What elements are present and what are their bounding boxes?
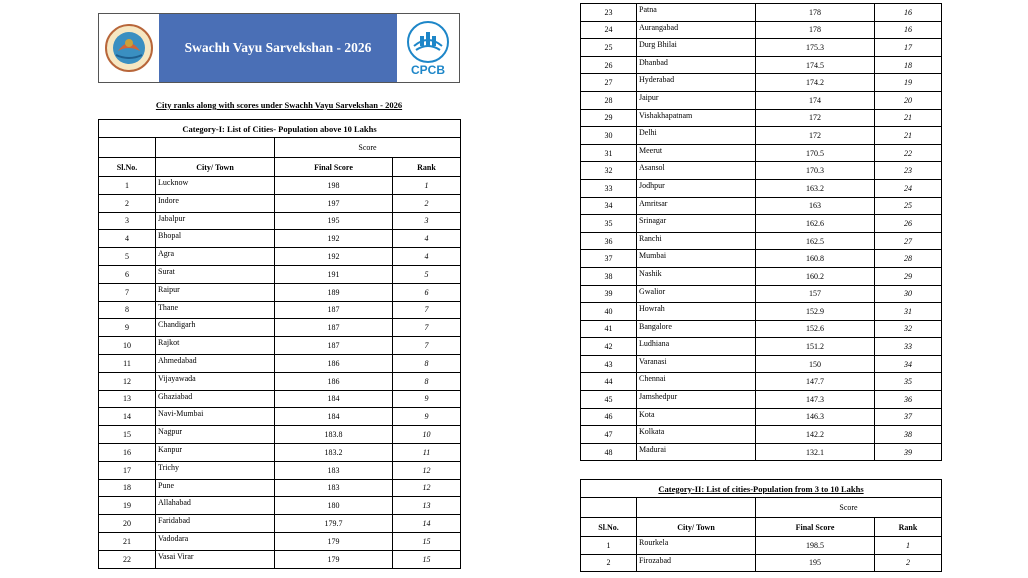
table-row — [99, 301, 461, 319]
category1-table-right — [580, 3, 942, 461]
rank-cell: 5 — [393, 265, 461, 283]
city-cell: Vadodara — [156, 532, 275, 550]
city-cell: Meerut — [637, 144, 756, 162]
rank-cell: 7 — [393, 337, 461, 355]
slno-cell: 38 — [581, 267, 637, 285]
city-cell: Nashik — [637, 267, 756, 285]
city-cell: Vijayawada — [156, 372, 275, 390]
empty-cell — [581, 498, 637, 518]
rank-cell: 14 — [393, 515, 461, 533]
rank-cell: 16 — [875, 4, 942, 22]
col-header-rank: Rank — [393, 158, 461, 177]
score-cell: 183.8 — [275, 426, 393, 444]
city-cell: Vasai Virar — [156, 550, 275, 568]
city-cell: Dhanbad — [637, 56, 756, 74]
score-cell: 198 — [275, 177, 393, 195]
score-cell: 184 — [275, 408, 393, 426]
rank-cell: 35 — [875, 373, 942, 391]
table-row — [581, 537, 942, 555]
slno-cell: 34 — [581, 197, 637, 215]
col-header-slno: Sl.No. — [99, 158, 156, 177]
table-row — [581, 179, 942, 197]
table-row — [581, 215, 942, 233]
slno-cell: 7 — [99, 283, 156, 301]
city-cell: Durg Bhilai — [637, 39, 756, 57]
slno-cell: 33 — [581, 179, 637, 197]
table-row — [581, 303, 942, 321]
table-row — [581, 232, 942, 250]
slno-cell: 20 — [99, 515, 156, 533]
table-row — [581, 267, 942, 285]
score-cell: 174 — [756, 91, 875, 109]
table-row — [99, 354, 461, 372]
slno-cell: 30 — [581, 127, 637, 145]
slno-cell: 24 — [581, 21, 637, 39]
score-cell: 172 — [756, 127, 875, 145]
rank-cell: 32 — [875, 320, 942, 338]
score-cell: 183.2 — [275, 443, 393, 461]
col-header-city: City/ Town — [637, 518, 756, 537]
rank-cell: 19 — [875, 74, 942, 92]
category1-rows-left — [99, 177, 461, 569]
table-row — [99, 337, 461, 355]
slno-cell: 35 — [581, 215, 637, 233]
slno-cell: 44 — [581, 373, 637, 391]
rank-cell: 22 — [875, 144, 942, 162]
table-row — [99, 230, 461, 248]
score-group-row — [99, 138, 461, 158]
table-row — [99, 372, 461, 390]
table-row — [581, 408, 942, 426]
table-row — [581, 554, 942, 572]
score-cell: 187 — [275, 301, 393, 319]
table-row — [581, 355, 942, 373]
score-cell: 178 — [756, 4, 875, 22]
rank-cell: 7 — [393, 319, 461, 337]
rank-cell: 8 — [393, 354, 461, 372]
rank-cell: 21 — [875, 127, 942, 145]
slno-cell: 48 — [581, 443, 637, 461]
score-cell: 189 — [275, 283, 393, 301]
column-header-row — [99, 158, 461, 177]
table-row — [99, 283, 461, 301]
slno-cell: 4 — [99, 230, 156, 248]
table-row — [581, 74, 942, 92]
slno-cell: 13 — [99, 390, 156, 408]
slno-cell: 39 — [581, 285, 637, 303]
category1-rows-right — [581, 4, 942, 461]
table-row — [99, 319, 461, 337]
score-group-row — [581, 498, 942, 518]
score-cell: 186 — [275, 372, 393, 390]
rank-cell: 10 — [393, 426, 461, 444]
rank-cell: 12 — [393, 479, 461, 497]
slno-cell: 37 — [581, 250, 637, 268]
score-cell: 146.3 — [756, 408, 875, 426]
score-cell: 152.6 — [756, 320, 875, 338]
score-cell: 195 — [756, 554, 875, 572]
score-cell: 174.5 — [756, 56, 875, 74]
table-row — [581, 39, 942, 57]
category-title-row — [581, 480, 942, 498]
score-group-header: Score — [275, 138, 461, 158]
slno-cell: 41 — [581, 320, 637, 338]
score-cell: 192 — [275, 248, 393, 266]
score-cell: 183 — [275, 461, 393, 479]
rank-cell: 17 — [875, 39, 942, 57]
city-cell: Jabalpur — [156, 212, 275, 230]
rank-cell: 36 — [875, 391, 942, 409]
slno-cell: 5 — [99, 248, 156, 266]
table-row — [581, 443, 942, 461]
rank-cell: 27 — [875, 232, 942, 250]
city-cell: Surat — [156, 265, 275, 283]
slno-cell: 25 — [581, 39, 637, 57]
svg-text:CPCB: CPCB — [410, 63, 446, 77]
slno-cell: 45 — [581, 391, 637, 409]
city-cell: Bangalore — [637, 320, 756, 338]
rank-cell: 34 — [875, 355, 942, 373]
slno-cell: 23 — [581, 4, 637, 22]
page-subtitle: City ranks along with scores under Swachh Vayu Sarvekshan - 2026 — [155, 100, 403, 110]
slno-cell: 29 — [581, 109, 637, 127]
score-cell: 195 — [275, 212, 393, 230]
rank-cell: 15 — [393, 532, 461, 550]
rank-cell: 26 — [875, 215, 942, 233]
table-row — [581, 91, 942, 109]
rank-cell: 13 — [393, 497, 461, 515]
slno-cell: 26 — [581, 56, 637, 74]
city-cell: Rajkot — [156, 337, 275, 355]
city-cell: Jodhpur — [637, 179, 756, 197]
city-cell: Raipur — [156, 283, 275, 301]
city-cell: Nagpur — [156, 426, 275, 444]
table-row — [581, 320, 942, 338]
score-cell: 179.7 — [275, 515, 393, 533]
city-cell: Amritsar — [637, 197, 756, 215]
rank-cell: 21 — [875, 109, 942, 127]
category1-table-left — [98, 119, 461, 569]
rank-cell: 6 — [393, 283, 461, 301]
score-cell: 170.5 — [756, 144, 875, 162]
score-cell: 152.9 — [756, 303, 875, 321]
score-cell: 197 — [275, 194, 393, 212]
slno-cell: 1 — [581, 537, 637, 555]
empty-cell — [99, 138, 156, 158]
table-row — [581, 144, 942, 162]
table-row — [581, 56, 942, 74]
table-row — [581, 391, 942, 409]
city-cell: Chennai — [637, 373, 756, 391]
score-cell: 147.3 — [756, 391, 875, 409]
rank-cell: 8 — [393, 372, 461, 390]
category2-table — [580, 479, 942, 572]
table-row — [99, 550, 461, 568]
score-cell: 179 — [275, 532, 393, 550]
table-row — [99, 265, 461, 283]
city-cell: Firozabad — [637, 554, 756, 572]
score-cell: 160.8 — [756, 250, 875, 268]
slno-cell: 40 — [581, 303, 637, 321]
score-cell: 184 — [275, 390, 393, 408]
city-cell: Thane — [156, 301, 275, 319]
city-cell: Allahabad — [156, 497, 275, 515]
score-cell: 163 — [756, 197, 875, 215]
rank-cell: 18 — [875, 56, 942, 74]
slno-cell: 28 — [581, 91, 637, 109]
rank-cell: 3 — [393, 212, 461, 230]
rank-cell: 1 — [393, 177, 461, 195]
table-row — [99, 390, 461, 408]
slno-cell: 42 — [581, 338, 637, 356]
city-cell: Patna — [637, 4, 756, 22]
category1-title: Category-I: List of Cities- Population above 10 Lakhs — [99, 120, 461, 138]
slno-cell: 36 — [581, 232, 637, 250]
table-row — [581, 338, 942, 356]
rank-cell: 37 — [875, 408, 942, 426]
city-cell: Vishakhapatnam — [637, 109, 756, 127]
cpcb-logo-icon — [397, 14, 459, 82]
city-cell: Aurangabad — [637, 21, 756, 39]
rank-cell: 33 — [875, 338, 942, 356]
slno-cell: 46 — [581, 408, 637, 426]
score-cell: 150 — [756, 355, 875, 373]
city-cell: Howrah — [637, 303, 756, 321]
table-row — [99, 194, 461, 212]
city-cell: Faridabad — [156, 515, 275, 533]
score-cell: 163.2 — [756, 179, 875, 197]
table-row — [99, 408, 461, 426]
header-banner — [98, 13, 460, 83]
city-cell: Ranchi — [637, 232, 756, 250]
city-cell: Ludhiana — [637, 338, 756, 356]
rank-cell: 15 — [393, 550, 461, 568]
city-cell: Madurai — [637, 443, 756, 461]
rank-cell: 9 — [393, 408, 461, 426]
category-title-row — [99, 120, 461, 138]
score-cell: 175.3 — [756, 39, 875, 57]
slno-cell: 19 — [99, 497, 156, 515]
city-cell: Chandigarh — [156, 319, 275, 337]
city-cell: Jaipur — [637, 91, 756, 109]
column-header-row — [581, 518, 942, 537]
table-row — [99, 515, 461, 533]
slno-cell: 10 — [99, 337, 156, 355]
table-row — [581, 197, 942, 215]
table-row — [99, 479, 461, 497]
slno-cell: 8 — [99, 301, 156, 319]
slno-cell: 32 — [581, 162, 637, 180]
city-cell: Bhopal — [156, 230, 275, 248]
slno-cell: 31 — [581, 144, 637, 162]
col-header-score: Final Score — [756, 518, 875, 537]
table-row — [99, 426, 461, 444]
slno-cell: 1 — [99, 177, 156, 195]
table-row — [99, 497, 461, 515]
table-row — [99, 443, 461, 461]
city-cell: Kota — [637, 408, 756, 426]
table-row — [99, 532, 461, 550]
city-cell: Navi-Mumbai — [156, 408, 275, 426]
score-cell: 162.5 — [756, 232, 875, 250]
slno-cell: 15 — [99, 426, 156, 444]
table-row — [99, 177, 461, 195]
slno-cell: 3 — [99, 212, 156, 230]
col-header-city: City/ Town — [156, 158, 275, 177]
slno-cell: 47 — [581, 426, 637, 444]
slno-cell: 17 — [99, 461, 156, 479]
moes-emblem-icon — [99, 14, 159, 82]
rank-cell: 11 — [393, 443, 461, 461]
score-cell: 172 — [756, 109, 875, 127]
empty-cell — [156, 138, 275, 158]
city-cell: Lucknow — [156, 177, 275, 195]
rank-cell: 4 — [393, 248, 461, 266]
table-row — [581, 127, 942, 145]
city-cell: Trichy — [156, 461, 275, 479]
score-cell: 157 — [756, 285, 875, 303]
score-cell: 160.2 — [756, 267, 875, 285]
city-cell: Hyderabad — [637, 74, 756, 92]
city-cell: Ahmedabad — [156, 354, 275, 372]
rank-cell: 28 — [875, 250, 942, 268]
table-row — [581, 21, 942, 39]
slno-cell: 2 — [581, 554, 637, 572]
slno-cell: 12 — [99, 372, 156, 390]
score-cell: 178 — [756, 21, 875, 39]
slno-cell: 43 — [581, 355, 637, 373]
city-cell: Asansol — [637, 162, 756, 180]
slno-cell: 18 — [99, 479, 156, 497]
slno-cell: 22 — [99, 550, 156, 568]
score-cell: 192 — [275, 230, 393, 248]
rank-cell: 31 — [875, 303, 942, 321]
score-cell: 187 — [275, 337, 393, 355]
slno-cell: 9 — [99, 319, 156, 337]
rank-cell: 24 — [875, 179, 942, 197]
rank-cell: 7 — [393, 301, 461, 319]
score-cell: 142.2 — [756, 426, 875, 444]
table-row — [99, 461, 461, 479]
rank-cell: 2 — [875, 554, 942, 572]
score-cell: 187 — [275, 319, 393, 337]
rank-cell: 1 — [875, 537, 942, 555]
slno-cell: 14 — [99, 408, 156, 426]
score-cell: 180 — [275, 497, 393, 515]
score-cell: 183 — [275, 479, 393, 497]
rank-cell: 4 — [393, 230, 461, 248]
rank-cell: 9 — [393, 390, 461, 408]
table-row — [581, 285, 942, 303]
slno-cell: 21 — [99, 532, 156, 550]
score-group-header: Score — [756, 498, 942, 518]
score-cell: 170.3 — [756, 162, 875, 180]
table-row — [581, 109, 942, 127]
score-cell: 147.7 — [756, 373, 875, 391]
table-row — [581, 250, 942, 268]
slno-cell: 6 — [99, 265, 156, 283]
city-cell: Ghaziabad — [156, 390, 275, 408]
table-row — [581, 4, 942, 22]
rank-cell: 39 — [875, 443, 942, 461]
score-cell: 198.5 — [756, 537, 875, 555]
rank-cell: 12 — [393, 461, 461, 479]
city-cell: Rourkela — [637, 537, 756, 555]
score-cell: 162.6 — [756, 215, 875, 233]
slno-cell: 2 — [99, 194, 156, 212]
city-cell: Agra — [156, 248, 275, 266]
score-cell: 132.1 — [756, 443, 875, 461]
table-row — [581, 162, 942, 180]
city-cell: Kolkata — [637, 426, 756, 444]
city-cell: Indore — [156, 194, 275, 212]
slno-cell: 27 — [581, 74, 637, 92]
category2-rows — [581, 537, 942, 572]
rank-cell: 2 — [393, 194, 461, 212]
report-title: Swachh Vayu Sarvekshan - 2026 — [159, 14, 397, 82]
city-cell: Jamshedpur — [637, 391, 756, 409]
table-row — [581, 373, 942, 391]
slno-cell: 11 — [99, 354, 156, 372]
rank-cell: 20 — [875, 91, 942, 109]
rank-cell: 16 — [875, 21, 942, 39]
score-cell: 151.2 — [756, 338, 875, 356]
rank-cell: 25 — [875, 197, 942, 215]
score-cell: 174.2 — [756, 74, 875, 92]
empty-cell — [637, 498, 756, 518]
score-cell: 179 — [275, 550, 393, 568]
table-row — [99, 212, 461, 230]
slno-cell: 16 — [99, 443, 156, 461]
city-cell: Varanasi — [637, 355, 756, 373]
table-row — [581, 426, 942, 444]
table-row — [99, 248, 461, 266]
score-cell: 191 — [275, 265, 393, 283]
score-cell: 186 — [275, 354, 393, 372]
rank-cell: 38 — [875, 426, 942, 444]
city-cell: Kanpur — [156, 443, 275, 461]
rank-cell: 23 — [875, 162, 942, 180]
rank-cell: 30 — [875, 285, 942, 303]
city-cell: Delhi — [637, 127, 756, 145]
city-cell: Mumbai — [637, 250, 756, 268]
col-header-slno: Sl.No. — [581, 518, 637, 537]
city-cell: Pune — [156, 479, 275, 497]
rank-cell: 29 — [875, 267, 942, 285]
category2-title: Category-II: List of cities-Population from 3 to 10 Lakhs — [581, 480, 942, 498]
city-cell: Gwalior — [637, 285, 756, 303]
col-header-score: Final Score — [275, 158, 393, 177]
city-cell: Srinagar — [637, 215, 756, 233]
col-header-rank: Rank — [875, 518, 942, 537]
